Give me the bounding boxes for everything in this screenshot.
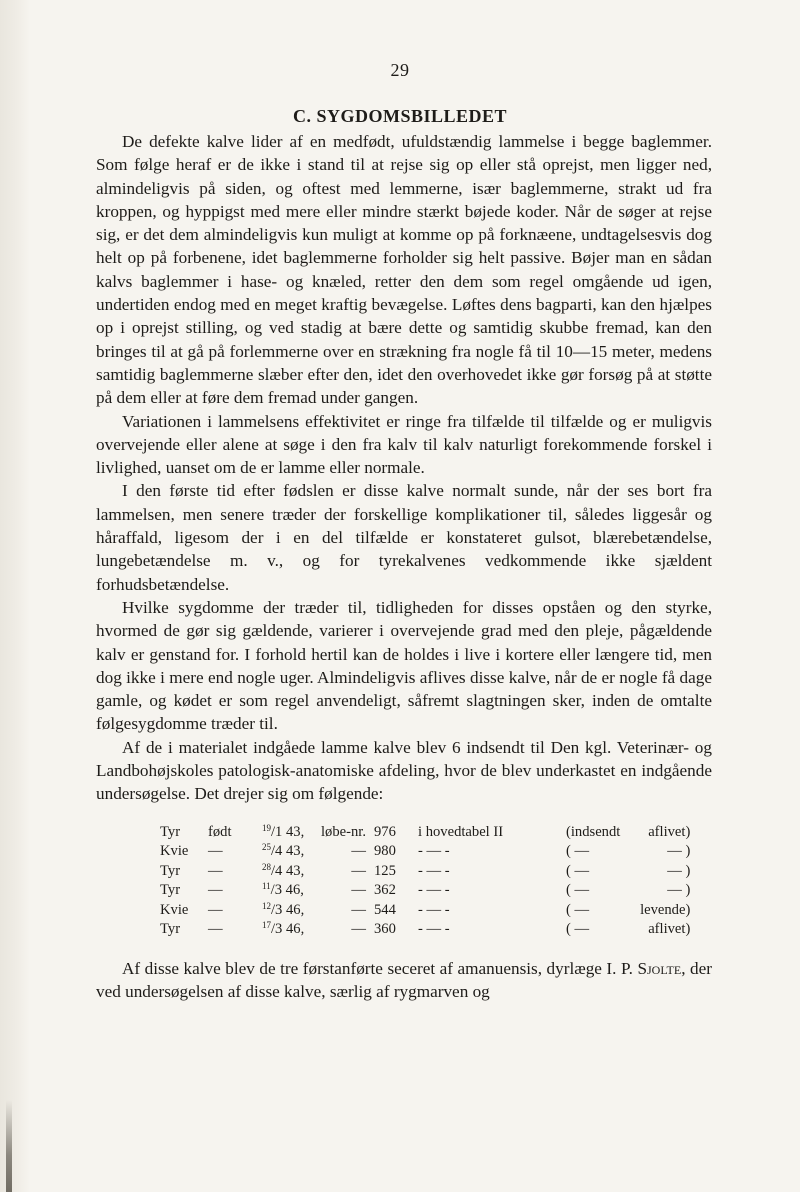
sent-cell: ( — bbox=[566, 901, 590, 918]
sent-cell: ( — bbox=[566, 921, 590, 938]
table-row bbox=[160, 823, 690, 843]
born-cell: — bbox=[208, 862, 223, 879]
outcome-cell: aflivet) bbox=[648, 921, 691, 938]
sex-cell: Tyr bbox=[160, 882, 181, 899]
body-text bbox=[96, 130, 712, 1003]
table-ref-cell: - — - bbox=[418, 843, 450, 860]
sex-cell: Kvie bbox=[160, 843, 189, 860]
born-cell: — bbox=[208, 921, 223, 938]
born-cell: — bbox=[208, 843, 223, 860]
birth-date-cell bbox=[262, 842, 308, 862]
sex-cell: Tyr bbox=[160, 823, 181, 840]
serial-number-cell: 125 bbox=[374, 862, 396, 879]
sex-cell: Tyr bbox=[160, 862, 181, 879]
paragraph: Af de i materialet indgåede lamme kalve blev 6 indsendt til Den kgl. Veterinær- og Landbohøjskoles patologisk-anatomiske afdeling, hvor de blev underkastet en indgående undersøgelse. Det drejer sig om følgende: bbox=[96, 737, 712, 804]
closing-text: Af disse kalve blev de tre førstanførte seceret af amanuensis, dyrlæge I. P. bbox=[122, 958, 638, 978]
author-name: Sjolte bbox=[637, 958, 682, 978]
table-row bbox=[160, 842, 690, 862]
date-day: 11 bbox=[262, 881, 271, 892]
paragraph: I den første tid efter fødslen er disse kalve normalt sunde, når der ses bort fra lammelsen, men senere træder der forskellige komplikationer til, således liggesår og håraffald, ligesom der i en del tilfælde er konstateret gulsot, blærebetændelse, lungebetændelse m. v., og for tyrekalvenes vedkommende ikke sjældent forhudsbetændelse. bbox=[96, 481, 712, 594]
closing-paragraph bbox=[96, 957, 712, 1004]
date-rest: /3 46, bbox=[271, 901, 305, 918]
outcome-cell: aflivet) bbox=[648, 823, 691, 840]
birth-date-cell bbox=[262, 823, 308, 843]
table-ref-cell: - — - bbox=[418, 882, 450, 899]
binding-shadow bbox=[6, 1100, 12, 1192]
birth-date-cell bbox=[262, 862, 308, 882]
page-edge bbox=[0, 0, 30, 1192]
date-rest: /4 43, bbox=[271, 843, 305, 860]
serial-number-cell: 544 bbox=[374, 901, 396, 918]
table-row bbox=[160, 881, 690, 901]
outcome-cell: — ) bbox=[667, 843, 691, 860]
outcome-cell: — ) bbox=[667, 862, 691, 879]
table-ref-cell: - — - bbox=[418, 921, 450, 938]
date-day: 19 bbox=[262, 822, 271, 833]
paragraph: Hvilke sygdomme der træder til, tidligheden for disses opståen og den styrke, hvormed de gør sig gældende, varierer i overvejende grad med den pleje, pågældende kalv er genstand for. I forhold hertil kan de holdes i live i kortere eller længere tid, men dog ikke i mere end nogle uger. Almindeligvis aflives disse kalve, når de er nogle få dage gamle, og kødet er som regel anvendeligt, såfremt slagtningen sker, inden de omtalte følgesygdomme træder til. bbox=[96, 597, 712, 734]
serial-number-cell: 360 bbox=[374, 921, 396, 938]
table-row bbox=[160, 901, 690, 921]
table-ref-cell: - — - bbox=[418, 862, 450, 879]
page-number: 29 bbox=[390, 60, 410, 80]
paragraph: De defekte kalve lider af en medfødt, ufuldstændig lammelse i begge baglemmer. Som følge heraf er de ikke i stand til at rejse sig op eller stå oprejst, men ligger ned, almindeligvis på siden, og oftest med lemmerne, især baglemmerne, strakt ud fra kroppen, og hyppigst med mere eller mindre stærkt bøjede koder. Når de søger at rejse sig, er det dem almindeligvis kun muligt at komme op på forknæene, undtagelsesvis dog helt op på forbenene, idet baglemmerne forholder sig helt passive. Bøjer man en sådan kalvs baglemmer i hase- og knæled, retter den dem som regel omgående ud igen, undertiden endog med en meget kraftig bevægelse. Løftes dens bagparti, kan den hjælpes op i oprejst stilling, og ved stadig at bære dette og samtidig skubbe fremad, kan den bringes til at gå på forlemmerne over en strækning fra nogle få til 10—15 meter, medens samtidig baglemmerne slæber efter den, idet den overhovedet ikke gør forsøg på at støtte på dem eller at føre dem fremad under gangen. bbox=[96, 132, 712, 408]
sent-cell: ( — bbox=[566, 882, 590, 899]
outcome-cell: levende) bbox=[640, 901, 691, 918]
serial-label-cell: — bbox=[351, 862, 366, 879]
born-cell: — bbox=[208, 882, 223, 899]
serial-label-cell: — bbox=[351, 921, 366, 938]
sex-cell: Kvie bbox=[160, 901, 189, 918]
paragraph: Variationen i lammelsens effektivitet er ringe fra tilfælde til tilfælde og er muligvis overvejende eller alene at søge i den fra kalv til kalv naturligt forekommende forskel i livlighed, uanset om de er lamme eller normale. bbox=[96, 411, 712, 478]
sent-cell: (indsendt bbox=[566, 823, 621, 840]
serial-label-cell: — bbox=[351, 843, 366, 860]
section-heading: C. SYGDOMSBILLEDET bbox=[292, 106, 508, 126]
table-ref-cell: - — - bbox=[418, 901, 450, 918]
serial-number-cell: 976 bbox=[374, 823, 396, 840]
outcome-cell: — ) bbox=[667, 882, 691, 899]
table-row bbox=[160, 920, 690, 940]
table-row bbox=[160, 862, 690, 882]
serial-number-cell: 362 bbox=[374, 882, 396, 899]
sent-cell: ( — bbox=[566, 862, 590, 879]
date-day: 17 bbox=[262, 920, 271, 931]
serial-label-cell: løbe-nr. bbox=[321, 823, 366, 840]
serial-label-cell: — bbox=[351, 882, 366, 899]
birth-date-cell bbox=[262, 920, 308, 940]
date-day: 28 bbox=[262, 861, 271, 872]
calf-records-table bbox=[160, 823, 690, 940]
birth-date-cell bbox=[262, 901, 308, 921]
serial-label-cell: — bbox=[351, 901, 366, 918]
date-day: 25 bbox=[262, 842, 271, 853]
closing-text: , der ved undersøgelsen af disse kalve, særlig af rygmarven og bbox=[96, 958, 712, 1001]
birth-date-cell bbox=[262, 881, 308, 901]
sex-cell: Tyr bbox=[160, 921, 181, 938]
date-rest: /4 43, bbox=[271, 862, 305, 879]
sent-cell: ( — bbox=[566, 843, 590, 860]
date-rest: /3 46, bbox=[271, 921, 305, 938]
born-cell: — bbox=[208, 901, 223, 918]
serial-number-cell: 980 bbox=[374, 843, 396, 860]
table-ref-cell: i hovedtabel II bbox=[418, 823, 504, 840]
born-cell: født bbox=[208, 823, 232, 840]
date-rest: /1 43, bbox=[271, 823, 305, 840]
date-rest: /3 46, bbox=[270, 882, 304, 899]
date-day: 12 bbox=[262, 900, 271, 911]
